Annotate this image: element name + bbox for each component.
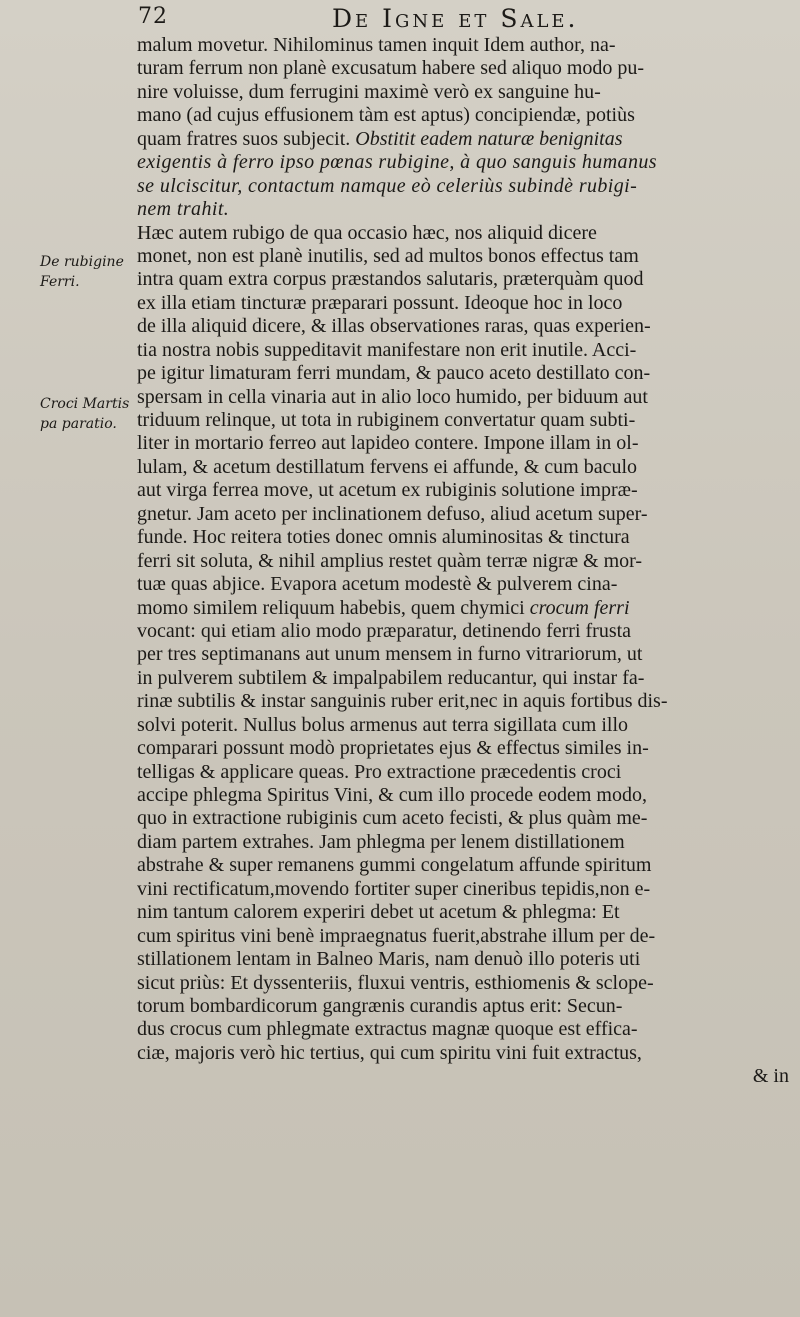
text-line: nem trahit. [137, 198, 230, 221]
text-line: abstrahe & super remanens gummi congelatum affunde spiritum [137, 854, 652, 877]
text-line: vini rectificatum,movendo fortiter super cineribus tepidis,non e- [137, 877, 651, 900]
text-line: in pulverem subtilem & impalpabilem reducantur, qui instar fa- [137, 666, 645, 689]
text-line: telligas & applicare queas. Pro extractione præcedentis croci [137, 760, 622, 783]
text-line: gnetur. Jam aceto per inclinationem defuso, aliud acetum super- [137, 502, 648, 525]
text-line: sicut priùs: Et dyssenteriis, fluxui ventris, esthiomenis & sclope- [137, 971, 654, 994]
text-line: rinæ subtilis & instar sanguinis ruber erit,nec in aquis fortibus dis- [137, 690, 668, 713]
page-header [132, 0, 792, 33]
text-line: funde. Hoc reitera toties donec omnis aluminositas & tinctura [137, 526, 630, 549]
text-line: tuæ quas abjice. Evapora acetum modestè & pulverem cina- [137, 573, 618, 596]
text-line: mano (ad cujus effusionem tàm est aptus) concipiendæ, potiùs [137, 104, 635, 127]
text-line-roman: momo similem reliquum habebis, quem chymici [137, 596, 530, 619]
text-line: lulam, & acetum destillatum fervens ei affunde, & cum baculo [137, 455, 638, 478]
running-title: De Igne et Sale. [332, 4, 579, 33]
body-text [137, 34, 789, 1089]
text-line: per tres septimanans aut unum mensem in furno vitrariorum, ut [137, 643, 643, 666]
text-line: solvi poterit. Nullus bolus armenus aut terra sigillata cum illo [137, 713, 629, 736]
text-line: se ulciscitur, contactum namque eò celeriùs subindè rubigi- [137, 174, 638, 197]
text-line [137, 597, 789, 620]
page-number: 72 [138, 4, 168, 29]
text-line: turam ferrum non planè excusatum habere sed aliquo modo pu- [137, 57, 645, 80]
text-line-roman: quam fratres suos subjecit. [137, 127, 356, 150]
text-line [137, 128, 789, 151]
text-line: ciæ, majoris verò hic tertius, qui cum spiritu vini fuit extractus, [137, 1041, 642, 1064]
text-line: torum bombardicorum gangrænis curandis aptus erit: Secun- [137, 994, 623, 1017]
margin-note-croci-martis: Croci Martis pa paratio. [40, 396, 130, 432]
text-line-italic: Obstitit eadem naturæ benignitas [355, 127, 623, 150]
text-line: dus crocus cum phlegmate extractus magnæ quoque est effica- [137, 1018, 638, 1041]
text-line: nire voluisse, dum ferrugini maximè verò ex sanguine hu- [137, 80, 601, 103]
text-line: nim tantum calorem experiri debet ut acetum & phlegma: Et [137, 901, 620, 924]
text-line: liter in mortario ferreo aut lapideo contere. Impone illam in ol- [137, 432, 639, 455]
text-line: Hæc autem rubigo de qua occasio hæc, nos aliquid dicere [137, 221, 597, 244]
text-line: intra quam extra corpus præstandos salutaris, præterquàm quod [137, 268, 644, 291]
text-line: ex illa etiam tincturæ præparari possunt. Ideoque hoc in loco [137, 291, 623, 314]
text-line: vocant: qui etiam alio modo præparatur, detinendo ferri frusta [137, 619, 632, 642]
text-line: spersam in cella vinaria aut in alio loco humido, per biduum aut [137, 385, 648, 408]
text-line: cum spiritus vini benè impraegnatus fuerit,abstrahe illum per de- [137, 924, 656, 947]
text-line: monet, non est planè inutilis, sed ad multos bonos effectus tam [137, 244, 639, 267]
text-line: tia nostra nobis suppeditavit manifestare non erit inutile. Acci- [137, 338, 637, 361]
text-line: diam partem extrahes. Jam phlegma per lenem distillationem [137, 830, 625, 853]
text-line: accipe phlegma Spiritus Vini, & cum illo procede eodem modo, [137, 784, 647, 806]
text-line-italic: crocum ferri [529, 596, 630, 619]
text-line: & in [752, 1065, 789, 1088]
text-line: comparari possunt modò proprietates ejus & effectus similes in- [137, 737, 649, 760]
text-line: aut virga ferrea move, ut acetum ex rubiginis solutione impræ- [137, 479, 638, 502]
text-line: triduum relinque, ut tota in rubiginem convertatur quam subti- [137, 409, 636, 431]
text-line: quo in extractione rubiginis cum aceto fecisti, & plus quàm me- [137, 807, 648, 830]
text-line: malum movetur. Nihilominus tamen inquit Idem author, na- [137, 34, 616, 56]
text-line: exigentis à ferro ipso pœnas rubigine, à quo sanguis humanus [137, 151, 657, 174]
text-line: stillationem lentam in Balneo Maris, nam denuò illo poteris uti [137, 948, 641, 971]
text-line: de illa aliquid dicere, & illas observationes raras, quas experien- [137, 315, 651, 338]
text-line: ferri sit soluta, & nihil amplius restet quàm terræ nigræ & mor- [137, 549, 643, 572]
margin-notes [0, 0, 130, 1317]
margin-note-de-rubigine: De rubigine Ferri. [40, 254, 124, 290]
text-line: pe igitur limaturam ferri mundam, & pauco aceto destillato con- [137, 362, 651, 385]
